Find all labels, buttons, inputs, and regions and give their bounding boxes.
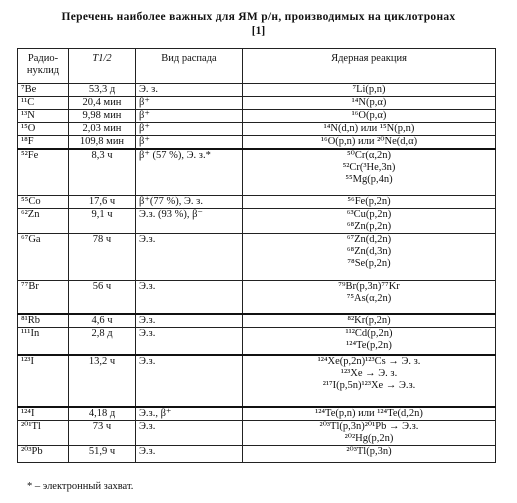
- table-row: [18, 110, 496, 123]
- reaction-cell: [243, 421, 496, 446]
- nuclide-cell: ⁵⁵Co: [18, 196, 69, 209]
- title-line-1: Перечень наиболее важных для ЯМ р/н, производимых на циклотронах: [61, 11, 456, 23]
- reaction-cell: [243, 281, 496, 315]
- half-life-cell: 78 ч: [69, 234, 136, 281]
- decay-cell: Э.з.: [136, 328, 243, 356]
- reaction-line: ⁷⁵As(α,2n): [346, 293, 392, 304]
- half-life-cell: 2,03 мин: [69, 123, 136, 136]
- reaction-cell: [243, 110, 496, 123]
- reaction-line: ⁵²Cr(³He,3n): [342, 162, 396, 173]
- table-row: [18, 209, 496, 234]
- nuclide-cell: ¹¹¹In: [18, 328, 69, 356]
- table-row: [18, 446, 496, 463]
- nuclide-cell: ¹²⁴I: [18, 407, 69, 421]
- table-row: [18, 355, 496, 407]
- half-life-cell: 73 ч: [69, 421, 136, 446]
- half-life-cell: 20,4 мин: [69, 97, 136, 110]
- nuclide-cell: ⁷⁷Br: [18, 281, 69, 315]
- table-row: [18, 84, 496, 97]
- decay-cell: β⁺: [136, 110, 243, 123]
- half-life-cell: 8,3 ч: [69, 149, 136, 196]
- table-row: [18, 97, 496, 110]
- nuclide-cell: ⁵²Fe: [18, 149, 69, 196]
- decay-cell: Э.з.: [136, 314, 243, 328]
- nuclide-cell: ⁸¹Rb: [18, 314, 69, 328]
- reaction-cell: [243, 407, 496, 421]
- half-life-cell: 17,6 ч: [69, 196, 136, 209]
- reaction-line: ¹¹²Cd(p,2n): [345, 328, 393, 339]
- header-reaction: Ядерная реакция: [243, 49, 496, 84]
- header-nuclide: Радио-нуклид: [18, 49, 69, 84]
- decay-cell: Э.з. (93 %), β⁻: [136, 209, 243, 234]
- nuclide-cell: ¹⁵O: [18, 123, 69, 136]
- nuclide-cell: ¹³N: [18, 110, 69, 123]
- radionuclide-table: [17, 48, 496, 463]
- decay-cell: Э.з.: [136, 281, 243, 315]
- nuclide-cell: ²⁰³Pb: [18, 446, 69, 463]
- nuclide-cell: ⁷Be: [18, 84, 69, 97]
- table-row: [18, 328, 496, 356]
- reaction-line: ⁶³Cu(p,2n): [346, 209, 392, 220]
- reaction-line: ¹²³Xe → Э. з.: [340, 368, 398, 379]
- decay-cell: β⁺: [136, 136, 243, 150]
- reaction-cell: [243, 196, 496, 209]
- half-life-cell: 4,18 д: [69, 407, 136, 421]
- reaction-line: ¹⁶O(p,n) или ²⁰Ne(d,α): [320, 136, 418, 147]
- reaction-line: ¹⁴N(d,n) или ¹⁵N(p,n): [323, 123, 415, 134]
- reaction-line: ²⁰²Hg(p,2n): [344, 433, 394, 444]
- table-row: [18, 234, 496, 281]
- half-life-cell: 56 ч: [69, 281, 136, 315]
- reaction-line: ¹⁴N(p,α): [351, 97, 387, 108]
- decay-cell: β⁺ (57 %), Э. з.*: [136, 149, 243, 196]
- reaction-cell: [243, 97, 496, 110]
- footnote: * – электронный захват.: [27, 481, 134, 492]
- table-row: [18, 149, 496, 196]
- reaction-cell: [243, 123, 496, 136]
- reaction-cell: [243, 209, 496, 234]
- title-line-2: [1]: [251, 25, 266, 37]
- reaction-cell: [243, 314, 496, 328]
- nuclide-cell: ⁶⁷Ga: [18, 234, 69, 281]
- reaction-line: ²⁰³Tl(p,3n): [346, 446, 392, 457]
- reaction-line: ¹²⁴Te(p,2n): [346, 340, 392, 351]
- decay-cell: Э.з.: [136, 234, 243, 281]
- reaction-line: ⁶⁸Zn(p,2n): [346, 221, 392, 232]
- decay-cell: Э.з.: [136, 421, 243, 446]
- nuclide-cell: ¹¹C: [18, 97, 69, 110]
- header-decay: Вид распада: [136, 49, 243, 84]
- decay-cell: Э.з., β⁺: [136, 407, 243, 421]
- nuclide-cell: ¹²³I: [18, 355, 69, 407]
- decay-cell: Э.з.: [136, 446, 243, 463]
- table-row: [18, 196, 496, 209]
- reaction-line: ⁸²Kr(p,2n): [347, 315, 391, 326]
- reaction-line: ⁶⁸Zn(d,3n): [346, 246, 392, 257]
- half-life-cell: 13,2 ч: [69, 355, 136, 407]
- table-row: [18, 314, 496, 328]
- decay-cell: β⁺: [136, 123, 243, 136]
- reaction-line: ⁷⁸Se(p,2n): [347, 258, 391, 269]
- table-row: [18, 136, 496, 150]
- decay-cell: Э. з.: [136, 84, 243, 97]
- table-row: [18, 421, 496, 446]
- reaction-line: ¹⁶O(p,α): [351, 110, 387, 121]
- page-title: [0, 10, 517, 38]
- half-life-cell: 9,1 ч: [69, 209, 136, 234]
- reaction-line: ⁵⁵Mg(p,4n): [345, 174, 393, 185]
- half-life-cell: 4,6 ч: [69, 314, 136, 328]
- table-row: [18, 407, 496, 421]
- half-life-cell: 53,3 д: [69, 84, 136, 97]
- reaction-cell: [243, 234, 496, 281]
- reaction-line: ⁶⁷Zn(d,2n): [346, 234, 392, 245]
- decay-cell: β⁺(77 %), Э. з.: [136, 196, 243, 209]
- reaction-cell: [243, 446, 496, 463]
- reaction-cell: [243, 149, 496, 196]
- reaction-cell: [243, 84, 496, 97]
- reaction-line: ²⁰³Tl(p,3n)²⁰¹Pb → Э.з.: [319, 421, 419, 432]
- reaction-line: ¹²⁴Xe(p,2n)¹²³Cs → Э. з.: [317, 356, 421, 367]
- nuclide-cell: ¹⁸F: [18, 136, 69, 150]
- header-half-life: T1/2: [69, 49, 136, 84]
- half-life-cell: 2,8 д: [69, 328, 136, 356]
- decay-cell: β⁺: [136, 97, 243, 110]
- reaction-line: ¹²⁴Te(p,n) или ¹²⁴Te(d,2n): [315, 408, 423, 419]
- reaction-line: ⁵⁰Cr(α,2n): [347, 150, 391, 161]
- decay-cell: Э.з.: [136, 355, 243, 407]
- nuclide-cell: ⁶²Zn: [18, 209, 69, 234]
- half-life-cell: 9,98 мин: [69, 110, 136, 123]
- reaction-cell: [243, 328, 496, 356]
- reaction-cell: [243, 136, 496, 150]
- reaction-line: ⁷⁹Br(p,3n)⁷⁷Kr: [338, 281, 400, 292]
- table-row: [18, 123, 496, 136]
- reaction-cell: [243, 355, 496, 407]
- reaction-line: ⁷Li(p,n): [352, 84, 386, 95]
- half-life-cell: 109,8 мин: [69, 136, 136, 150]
- table-body: [18, 84, 496, 463]
- table-row: [18, 281, 496, 315]
- reaction-line: ⁵⁶Fe(p,2n): [347, 196, 391, 207]
- table-header-row: [18, 49, 496, 84]
- half-life-cell: 51,9 ч: [69, 446, 136, 463]
- nuclide-cell: ²⁰¹Tl: [18, 421, 69, 446]
- reaction-line: ²¹⁷I(p,5n)¹²³Xe → Э.з.: [322, 380, 416, 391]
